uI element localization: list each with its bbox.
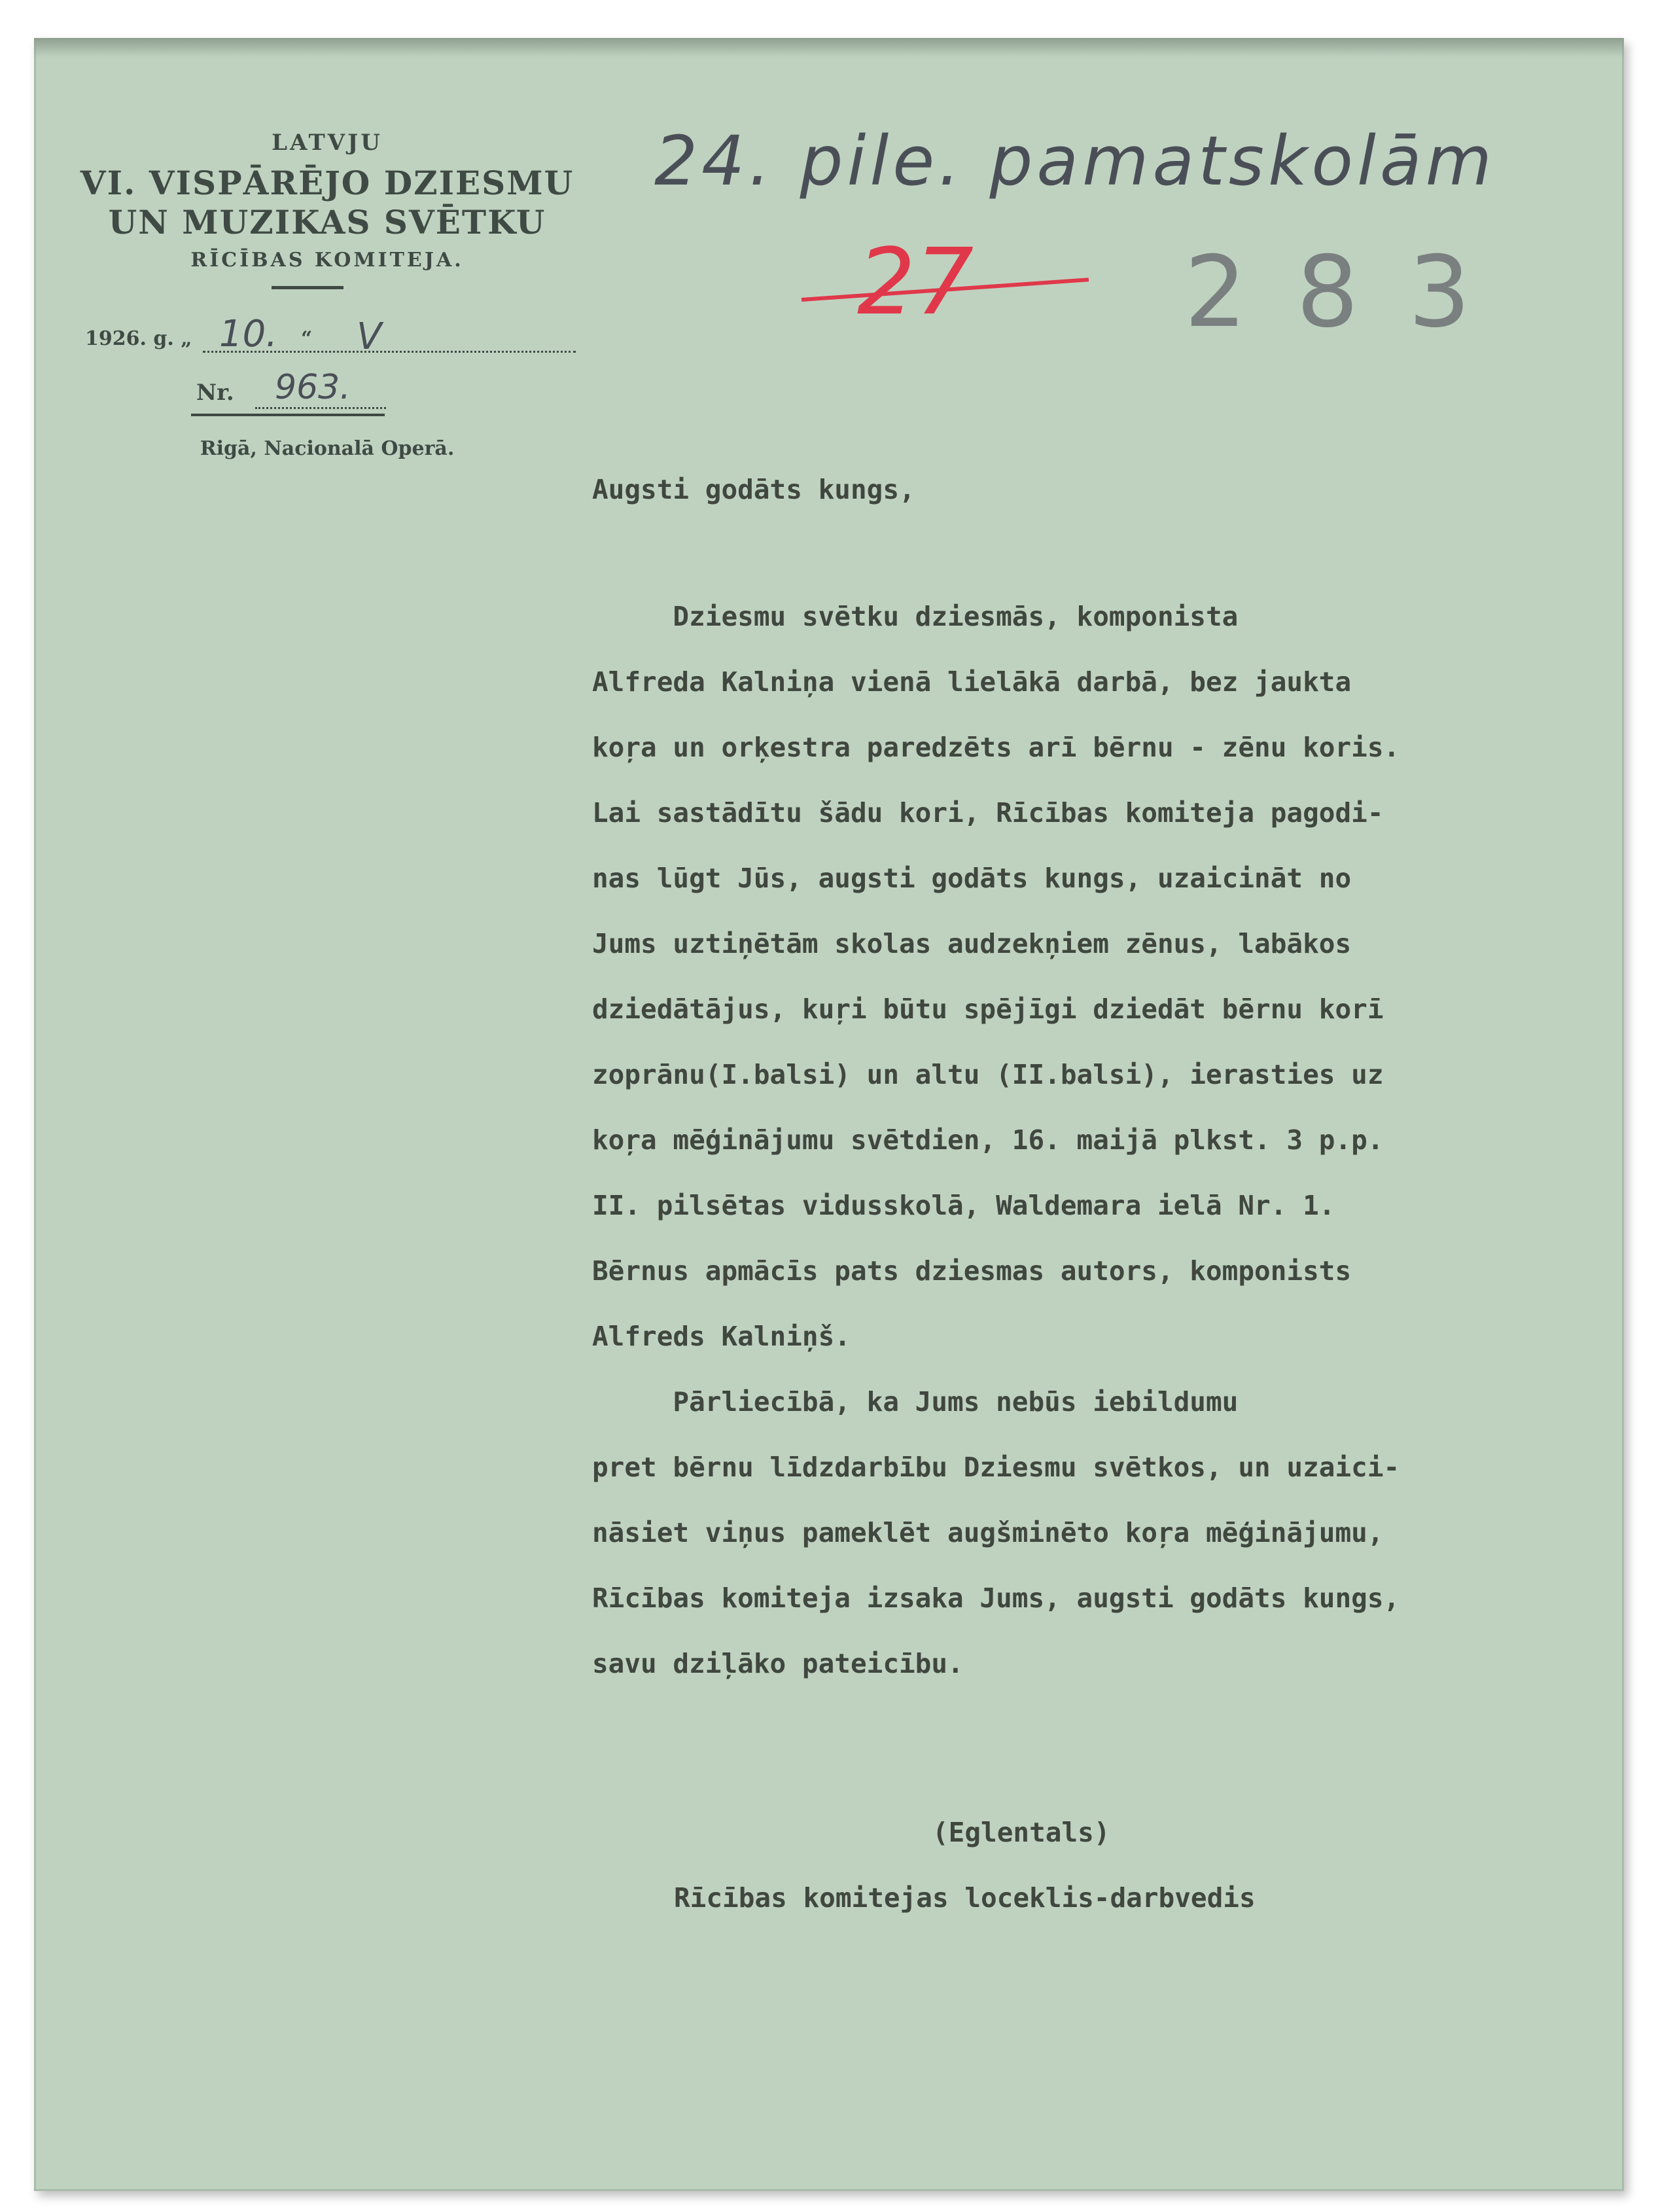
body-line: Alfreds Kalniņš. [592,1321,851,1352]
letterhead-line-4: RĪCĪBAS KOMITEJA. [190,249,464,272]
pencil-number-note: 2 8 3 [1184,236,1480,349]
number-field [196,368,393,407]
letterhead-line-1: LATVJU [272,130,383,156]
body-line: nāsiet viņus pameklēt augšminēto koŗa mēģinājumu, [592,1517,1384,1548]
place-line: Rigā, Nacionalā Operā. [200,437,455,460]
paper-top-edge [34,38,1624,58]
body-line: Alfreda Kalniņa vienā lielākā darbā, bez jaukta [592,666,1352,698]
body-line: savu dziļāko pateicību. [592,1648,964,1679]
signature-name: (Eglentals) [932,1817,1110,1848]
handwritten-note: 24. pile. pamatskolām [654,121,1496,201]
body-line: Dziesmu svētku dziesmās, komponista [592,601,1239,632]
nr-dotted-line [255,407,386,409]
body-line: koŗa un orķestra paredzēts arī bērnu - zēnu koris. [592,732,1400,763]
body-line: Rīcības komiteja izsaka Jums, augsti godāts kungs, [592,1582,1400,1614]
body-line: II. pilsētas vidusskolā, Waldemara ielā Nr. 1. [592,1190,1335,1221]
body-line: Jums uztiņētām skolas audzekņiem zēnus, labākos [592,928,1352,959]
body-line: Bērnus apmācīs pats dziesmas autors, komponists [592,1255,1352,1287]
red-number-note: 27 [857,229,974,336]
body-line: pret bērnu līdzdarbību Dziesmu svētkos, un uzaici- [592,1452,1400,1483]
date-month: V [357,315,382,358]
body-line: nas lūgt Jūs, augsti godāts kungs, uzaicināt no [592,863,1352,894]
body-line: dziedātājus, kuŗi būtu spējīgi dziedāt bērnu korī [592,993,1384,1025]
nr-label: Nr. [196,380,234,406]
nr-value: 963. [275,368,351,407]
nr-underline [191,414,385,416]
body-line: koŗa mēģinājumu svētdien, 16. maijā plkst. 3 p.p. [592,1124,1384,1156]
date-field [85,313,491,358]
letterhead-line-3: UN MUZIKAS SVĒTKU [108,203,546,241]
date-day: 10. [219,313,278,355]
salutation: Augsti godāts kungs, [592,474,915,505]
letterhead-line-2: VI. VISPĀRĒJO DZIESMU [80,164,574,202]
date-dotted-line [203,351,576,353]
letterhead-divider [272,286,344,289]
body-line: Lai sastādītu šādu kori, Rīcības komiteja pagodi- [592,797,1384,829]
signature-title: Rīcības komitejas loceklis-darbvedis [674,1882,1256,1914]
body-line: Pārliecībā, ka Jums nebūs iebildumu [592,1386,1239,1418]
body-line: zoprānu(I.balsi) un altu (II.balsi), ierasties uz [592,1059,1384,1090]
paper-sheet [34,38,1624,2191]
date-separator: “ [301,327,313,350]
date-label: 1926. g. „ [85,327,192,350]
